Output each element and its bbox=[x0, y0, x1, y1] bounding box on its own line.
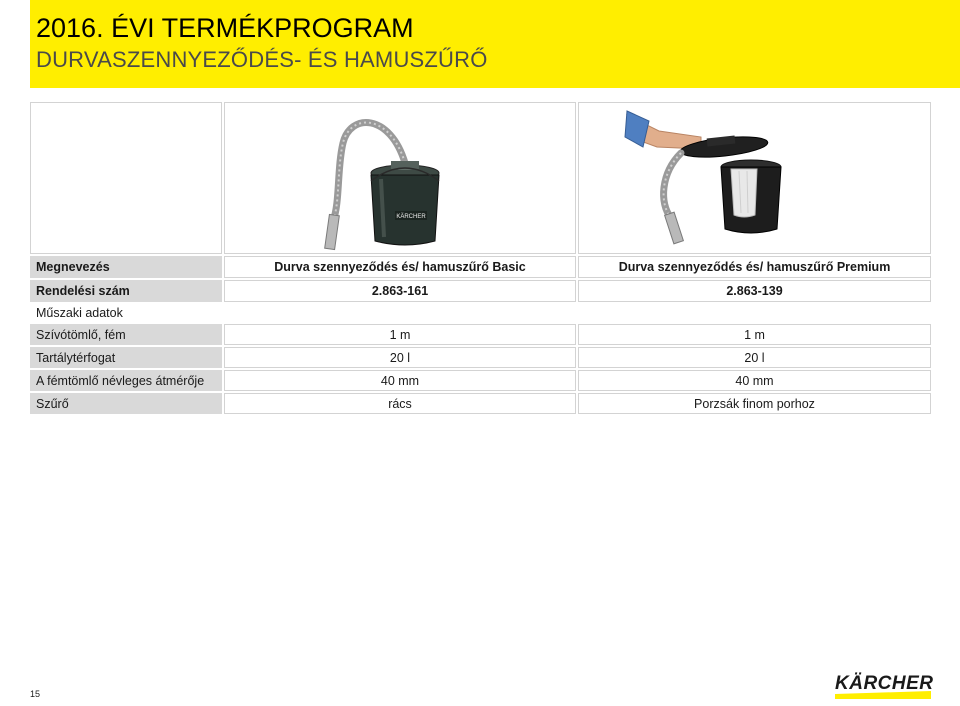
page-header bbox=[30, 0, 960, 88]
name-row bbox=[30, 256, 931, 278]
page-number: 15 bbox=[30, 689, 41, 699]
order-number-label: Rendelési szám bbox=[30, 280, 222, 302]
spec-label: Szívótömlő, fém bbox=[30, 324, 222, 345]
spec-value-premium: Porzsák finom porhoz bbox=[578, 393, 931, 414]
karcher-logo bbox=[835, 673, 934, 699]
spec-label: A fémtömlő névleges átmérője bbox=[30, 370, 222, 391]
tech-data-heading: Műszaki adatok bbox=[36, 306, 123, 320]
order-number-row bbox=[30, 280, 931, 302]
name-label: Megnevezés bbox=[30, 256, 222, 278]
spec-value-basic: 1 m bbox=[224, 324, 576, 345]
product-name-premium: Durva szennyeződés és/ hamuszűrő Premium bbox=[578, 256, 931, 278]
product-image-row bbox=[30, 102, 931, 254]
spec-label: Tartálytérfogat bbox=[30, 347, 222, 368]
spec-label: Szűrő bbox=[30, 393, 222, 414]
page-subtitle: DURVASZENNYEZŐDÉS- ÉS HAMUSZŰRŐ bbox=[36, 47, 488, 72]
spec-value-basic: 40 mm bbox=[224, 370, 576, 391]
page-title: 2016. ÉVI TERMÉKPROGRAM bbox=[36, 13, 414, 43]
spec-row bbox=[30, 393, 931, 414]
spec-row bbox=[30, 370, 931, 391]
spec-value-premium: 40 mm bbox=[578, 370, 931, 391]
spec-value-basic: rács bbox=[224, 393, 576, 414]
spec-row bbox=[30, 324, 931, 345]
spec-value-basic: 20 l bbox=[224, 347, 576, 368]
spec-value-premium: 20 l bbox=[578, 347, 931, 368]
order-number-premium: 2.863-139 bbox=[578, 280, 931, 302]
spec-value-premium: 1 m bbox=[578, 324, 931, 345]
product-name-basic: Durva szennyeződés és/ hamuszűrő Basic bbox=[224, 256, 576, 278]
product-image-premium bbox=[578, 102, 931, 254]
product-image-basic bbox=[224, 102, 576, 254]
spec-row bbox=[30, 347, 931, 368]
image-row-label-cell bbox=[30, 102, 222, 254]
order-number-basic: 2.863-161 bbox=[224, 280, 576, 302]
logo-text: KÄRCHER bbox=[835, 673, 934, 694]
product-brand-label: KÄRCHER bbox=[396, 214, 426, 220]
